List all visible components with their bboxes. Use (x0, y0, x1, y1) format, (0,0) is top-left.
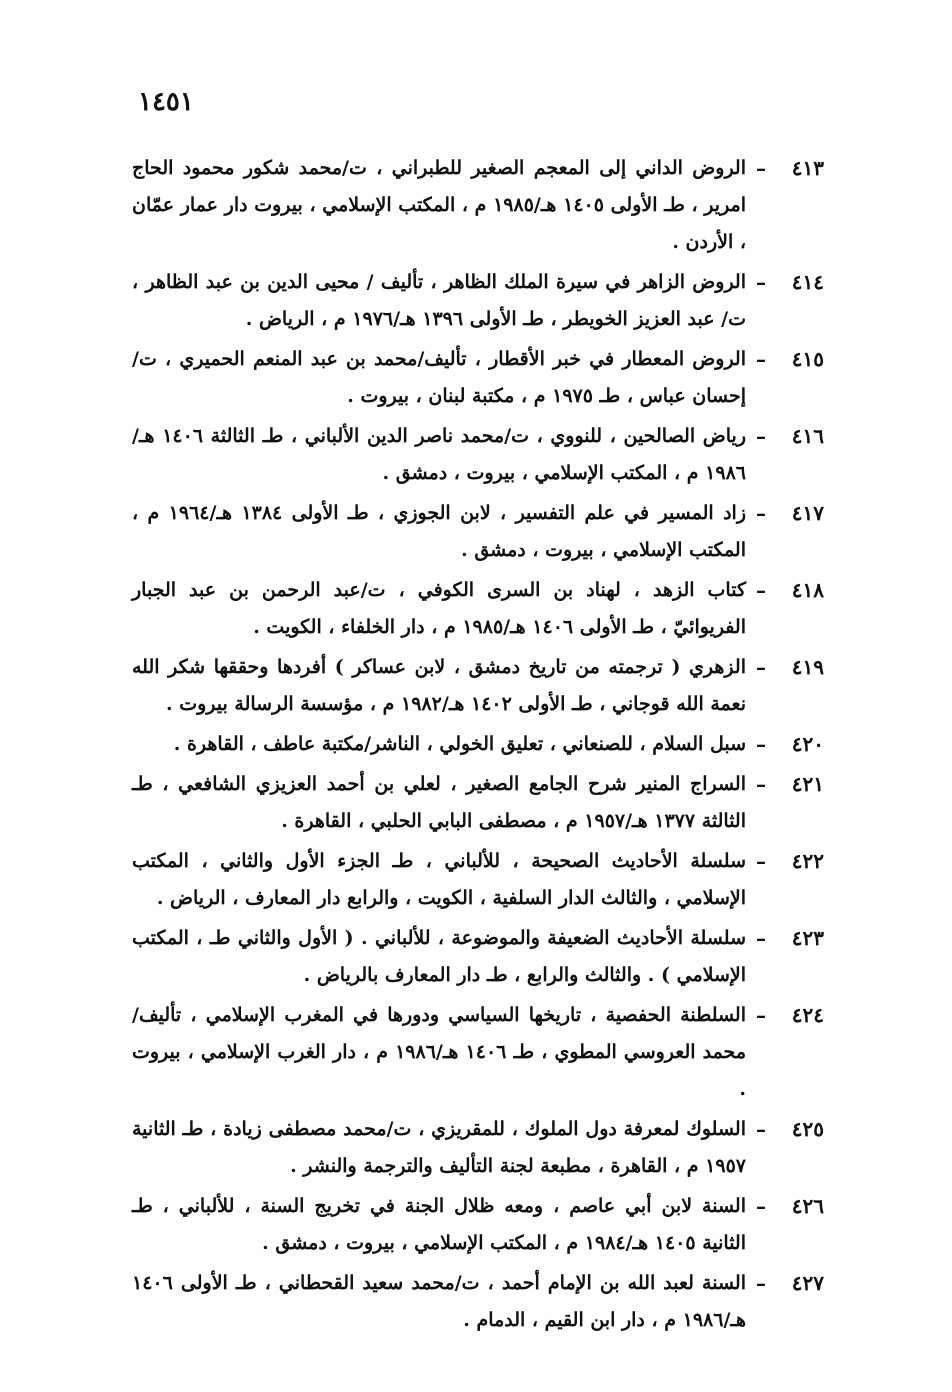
entry-dash: – (756, 926, 766, 950)
bibliography-entry (132, 920, 824, 994)
bibliography-entry (132, 843, 824, 917)
entry-dash: – (756, 1271, 766, 1295)
entry-number: ٤١٧ (791, 501, 824, 525)
bibliography-entry (132, 572, 824, 646)
entry-dash: – (756, 578, 766, 602)
entry-number: ٤١٦ (791, 424, 824, 448)
entry-number: ٤٢٦ (791, 1194, 824, 1218)
entry-dash: – (756, 849, 766, 873)
bibliography-entry (132, 495, 824, 569)
entry-text: السراج المنير شرح الجامع الصغير ، لعلي بن أحمد العزيزي الشافعي ، طـ الثالثة ١٣٧٧ هـ/١٩٥٧ م ، مصطفى البابي الحلبي ، القاهرة . (132, 773, 746, 832)
entry-number: ٤٢٠ (791, 732, 824, 756)
entry-text: الروض الزاهر في سيرة الملك الظاهر ، تأليف / محيى الدين بن عبد الظاهر ، ت/ عبد العزيز الخويطر ، طـ الأولى ١٣٩٦ هـ/١٩٧٦ م ، الرياض . (132, 271, 746, 330)
bibliography-entry (132, 649, 824, 723)
entry-text: الروض الداني إلى المعجم الصغير للطبراني ، ت/محمد شكور محمود الحاج امرير ، طـ الأولى ١٤٠٥ هـ/١٩٨٥ م ، المكتب الإسلامي ، بيروت دار عمار عمّان ، الأردن . (132, 157, 747, 253)
entry-dash: – (756, 1194, 766, 1218)
entry-number: ٤١٣ (791, 156, 824, 180)
entry-number: ٤١٤ (791, 270, 824, 294)
entry-text: كتاب الزهد ، لهناد بن السرى الكوفي ، ت/عبد الرحمن بن عبد الجبار الفريوائيّ ، طـ الأولى ١٤٠٦ هـ/١٩٨٥ م ، دار الخلفاء ، الكويت . (132, 579, 746, 638)
bibliography-entry (132, 1265, 824, 1339)
entry-text: سلسلة الأحاديث الضعيفة والموضوعة ، للألباني . ( الأول والثاني طـ ، المكتب الإسلامي ) . والثالث والرابع ، طـ دار المعارف بالرياض . (132, 927, 746, 986)
entry-dash: – (756, 1117, 766, 1141)
entry-number: ٤١٨ (791, 578, 824, 602)
entry-number: ٤٢٥ (791, 1117, 824, 1141)
entry-text: السلطنة الحفصية ، تاريخها السياسي ودورها في المغرب الإسلامي ، تأليف/محمد العروسي المطوي ، طـ ١٤٠٦ هـ/١٩٨٦ م ، دار الغرب الإسلامي ، بيروت . (132, 1004, 746, 1100)
bibliography-entry (132, 264, 824, 338)
entry-text: سبل السلام ، للصنعاني ، تعليق الخولي ، الناشر/مكتبة عاطف ، القاهرة . (173, 733, 746, 755)
entry-number: ٤٢١ (791, 772, 824, 796)
bibliography-entry (132, 418, 824, 492)
entry-text: السنة لابن أبي عاصم ، ومعه ظلال الجنة في تخريج السنة ، للألباني ، طـ الثانية ١٤٠٥ هـ/١٩٨٤ م ، المكتب الإسلامي ، بيروت ، دمشق . (132, 1195, 746, 1254)
bibliography-entry (132, 1111, 824, 1185)
entry-number: ٤٢٢ (791, 849, 824, 873)
bibliography-list (132, 150, 824, 1342)
entry-number: ٤٢٣ (791, 926, 824, 950)
entry-number: ٤١٩ (791, 655, 824, 679)
bibliography-entry (132, 997, 824, 1108)
entry-dash: – (756, 772, 766, 796)
entry-dash: – (756, 501, 766, 525)
entry-text: السنة لعبد الله بن الإمام أحمد ، ت/محمد سعيد القحطاني ، طـ الأولى ١٤٠٦ هـ/١٩٨٦ م ، دار ابن القيم ، الدمام . (132, 1272, 746, 1331)
bibliography-entry (132, 766, 824, 840)
page-number: ١٤٥١ (138, 87, 194, 117)
entry-number: ٤٢٤ (791, 1003, 824, 1027)
entry-text: سلسلة الأحاديث الصحيحة ، للألباني ، طـ الجزء الأول والثاني ، المكتب الإسلامي ، والثالث الدار السلفية ، الكويت ، والرابع دار المعارف ، الرياض . (132, 850, 746, 909)
entry-dash: – (756, 655, 766, 679)
entry-text: السلوك لمعرفة دول الملوك ، للمقريزي ، ت/محمد مصطفى زيادة ، طـ الثانية ١٩٥٧ م ، القاهرة ، مطبعة لجنة التأليف والترجمة والنشر . (132, 1118, 746, 1177)
entry-text: الروض المعطار في خبر الأقطار ، تأليف/محمد بن عبد المنعم الحميري ، ت/إحسان عباس ، طـ ١٩٧٥ م ، مكتبة لبنان ، بيروت . (132, 348, 746, 407)
entry-number: ٤٢٧ (791, 1271, 824, 1295)
bibliography-entry (132, 341, 824, 415)
entry-number: ٤١٥ (791, 347, 824, 371)
entry-dash: – (756, 1003, 766, 1027)
entry-text: زاد المسير في علم التفسير ، لابن الجوزي ، طـ الأولى ١٣٨٤ هـ/١٩٦٤ م ، المكتب الإسلامي ، بيروت ، دمشق . (132, 502, 747, 561)
entry-dash: – (756, 424, 766, 448)
bibliography-entry (132, 726, 824, 763)
entry-dash: – (756, 732, 766, 756)
entry-dash: – (756, 270, 766, 294)
bibliography-entry (132, 1188, 824, 1262)
entry-dash: – (756, 347, 766, 371)
entry-dash: – (756, 156, 766, 180)
entry-text: رياض الصالحين ، للنووي ، ت/محمد ناصر الدين الألباني ، طـ الثالثة ١٤٠٦ هـ/ ١٩٨٦ م ، المكتب الإسلامي ، بيروت ، دمشق . (132, 425, 746, 484)
bibliography-entry (132, 150, 824, 261)
entry-text: الزهري ( ترجمته من تاريخ دمشق ، لابن عساكر ) أفردها وحققها شكر الله نعمة الله قوجاني ، طـ الأولى ١٤٠٢ هـ/١٩٨٢ م ، مؤسسة الرسالة بيروت . (132, 656, 746, 715)
